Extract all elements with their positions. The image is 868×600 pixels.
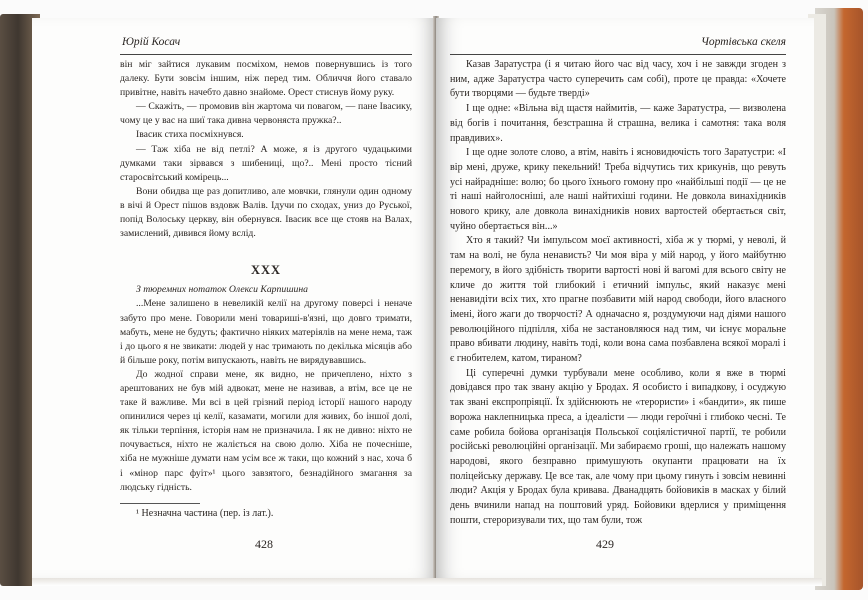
paragraph: Ці суперечні думки турбували мене особливо, коли я вже в тюрмі довідався про так звану акцію у Бродах. Я особисто і випадкову, і осуджую так звані експропріяції. Їх здійснюють не «терористи» і «бандити», як пише ворожа наклепницька преса, а ідеалісти — люди героїчні і глибоко чесні. Те саме робила бойова організація Польської соціялістичної партії, те робили російські революційні організації. Ми забираємо гроші, що належать нашому народові, якого безправно примушують окупанти працювати на їх поліцейську державу. Це все так, але чому при цьому гинуть і зовсім невинні люди? Акція у Бродах була кривава. Дванадцять бойовиків в масках у білий день вчинили напад на поштовий уряд. Бойовики вдерлися у приміщення пошти, стероризували тих, що там були, тож [450, 367, 786, 526]
left-page [32, 18, 436, 578]
paragraph: ...Мене залишено в невеликій келії на другому поверсі і неначе забуто про мене. Говорили мені товариші-в'язні, що довго тримати, мабуть, мене не будуть; фактично ніяких матеріялів на мене нема, таж і до цього я не звикати: людей у нас тримають по декілька місяців або й більше року, потім випускають, навіть не вирядувавшись. [120, 298, 412, 366]
page-number: 429 [596, 537, 614, 551]
paragraph: Івасик стиха посміхнувся. [136, 129, 244, 141]
header-rule [120, 54, 412, 55]
paragraph: — Скажіть, — промовив він жартома чи повагом, — пане Івасику, чому це у вас на шиї така дивна червоняста пружка?.. [120, 101, 412, 127]
footnote-rule [120, 503, 200, 504]
bottom-shadow [32, 578, 822, 586]
chapter-title: XXX [250, 263, 282, 278]
paragraph: він міг зайтися лукавим посміхом, немов повернувшись із того далеку. Бути зовсім іншим, ніж перед тим. Обличчя його ставало привітне, навіть начебто давно знайоме. Орест стиснув йому руку. [120, 59, 412, 99]
page-number: 428 [255, 537, 273, 551]
page-text [120, 58, 412, 520]
running-head: Юрій Косач [122, 36, 181, 48]
running-head: Чортівська скеля [700, 36, 786, 48]
page-text [450, 58, 786, 529]
paragraph: Вони обидва ще раз допитливо, але мовчки, глянули один одному в вічі й Орест пішов вздовж Валів. Ідучи по сходах, униз до Руської, попід Волоську церкву, він обернувся. Івасик все ще стояв на Валах, замислений, дивився йому вслід. [120, 185, 412, 240]
header-rule [450, 54, 786, 55]
paragraph: І ще одне золоте слово, а втім, навіть і ясновидючість того Заратустри: «І вір мені, друже, крику пекельний! Треба відчутись тих крикунів, що ревуть усі найрадніше: волю; бо цього їхнього гомону про «найбільші події — це не ті наші найголосніші, але наші найтихіші години. Не довкола винахідників нового крику, але довкола винахідників нових вартостей обертається світ, чуйно обертається він...» [450, 147, 786, 232]
paragraph: Хто я такий? Чи імпульсом моєї активності, хіба ж у тюрмі, у неволі, й там на волі, не була ненависть? Чи моя віра у мій народ, у його майбутню перемогу, в його здібність творити вартості нові й вагомі для всього світу не кличе до життя той глибокий і етичний імпульс, який наказує мені ненавидіти всіх тих, хто прагне позбавити мій народ свободи, його власного імені, його жаги до творчості? А одначасно я, роздумуючи над діями нашого революційного підпілля, хіба не застановляюся над тим, чи існує моральне право вбивати людину, навіть тоді, коли вона сама позбавлена всякої моралі і є гнобителем, катом, тираном? [450, 235, 786, 365]
paragraph: — Таж хіба не від петлі? А може, я із другого чудацькими думками таки зірвався з шибениці, що?.. Мені просто тісний старосвітський комірець... [120, 143, 412, 183]
paragraph: І ще одне: «Вільна від щастя наймитів, — каже Заратустра, — визволена від богів і почитання, безстрашна й страшна, велика і самотня: така воля правдивих». [450, 103, 786, 144]
paragraph: До жодної справи мене, як видно, не причеплено, ніхто з арештованих не був мій адвокат, мене не називав, а втім, все це не таке й важливе. Ми всі в цей грізний період історії нашого народу опинилися через ці келії, казамати, могили для живих, бо іншої долі, як тільки терпіння, історія нам не призначила. І як не дивно: ніхто не почувається, ніхто не жаліється на свою долю. Хіба не почесніше, хіба не мужніше думати нам усім все ж таки, що кожний з нас, хоча б і «мінор парс фуіт»¹ цього завзятого, безнадійного змагання за людську гідність. [120, 368, 412, 493]
chapter-subheading: З тюремних нотаток Олекси Карпишина [136, 284, 309, 296]
right-page [436, 18, 814, 578]
paragraph: Казав Заратустра (і я читаю його час від часу, хоч і не завжди згоден з ним, адже Заратустра часто суперечить сам собі), проте це правда: «Хочете бути творцями — будьте тверді» [450, 59, 786, 100]
footnote: ¹ Незначна частина (пер. із лат.). [136, 507, 274, 519]
